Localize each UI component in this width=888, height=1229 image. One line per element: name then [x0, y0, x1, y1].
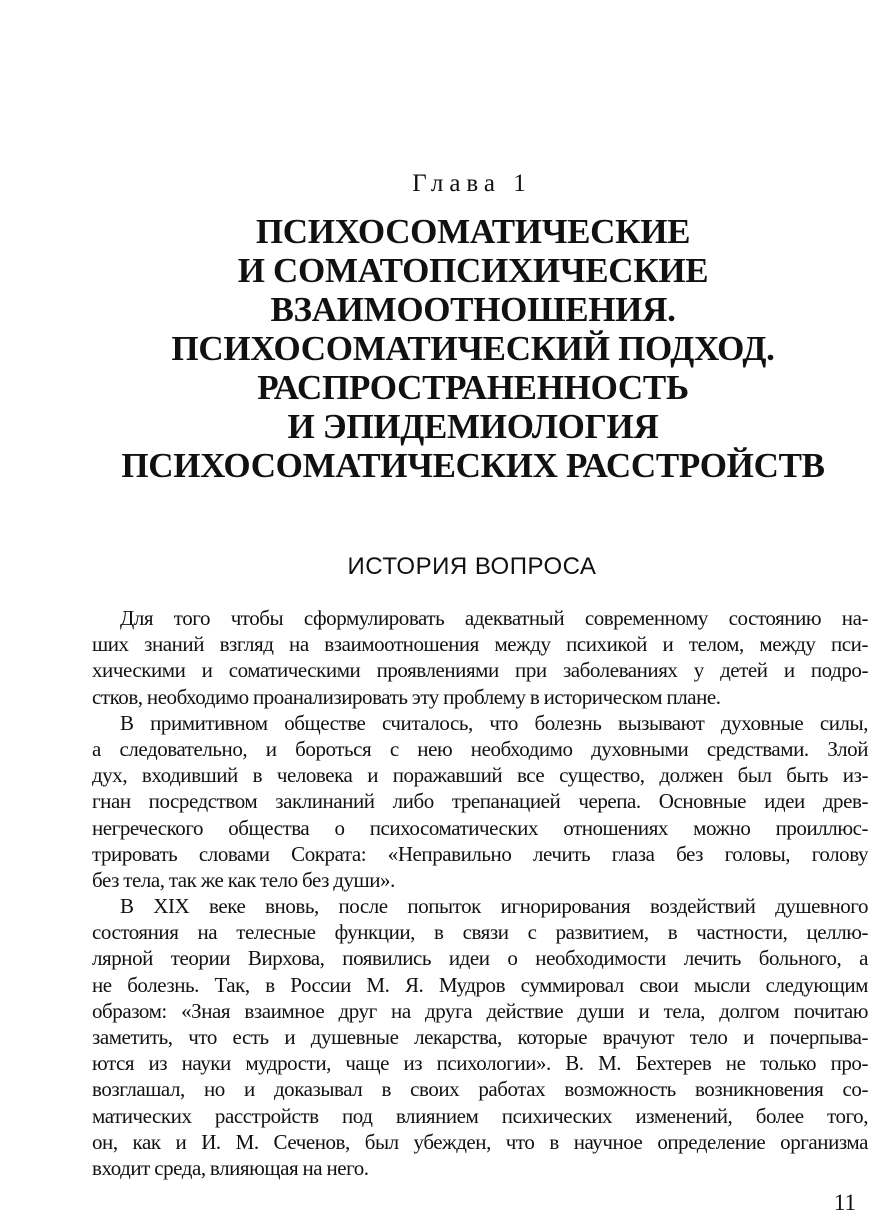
- text-line: хическими и соматическими проявлениями при заболеваниях у детей и подро-: [92, 658, 868, 683]
- text-line: лярной теории Вирхова, появились идеи о необходимости лечить больного, а: [92, 946, 868, 971]
- text-line: трировать словами Сократа: «Неправильно лечить глаза без головы, голову: [92, 841, 868, 866]
- text-line: входит среда, влияющая на него.: [92, 1155, 369, 1180]
- text-line: негреческого общества о психосоматических отношениях можно проиллюс-: [92, 815, 868, 840]
- text-line: образом: «Зная взаимное друг на друга действие души и тела, долгом почитаю: [92, 998, 868, 1023]
- chapter-title-line: И СОМАТОПСИХИЧЕСКИЕ: [237, 251, 709, 290]
- text-line: гнан посредством заклинаний либо трепанацией черепа. Основные идеи древ-: [92, 789, 868, 814]
- text-line: ших знаний взгляд на взаимоотношения между психикой и телом, между пси-: [92, 632, 868, 657]
- page-number: 11: [833, 1190, 856, 1215]
- text-line: стков, необходимо проанализировать эту проблему в историческом плане.: [92, 684, 721, 709]
- chapter-title-line: ВЗАИМООТНОШЕНИЯ.: [270, 290, 676, 329]
- chapter-title-line: ПСИХОСОМАТИЧЕСКИХ РАССТРОЙСТВ: [121, 446, 825, 485]
- text-line: возглашал, но и доказывал в своих работах возможность возникновения со-: [92, 1077, 868, 1102]
- text-line: заметить, что есть и душевные лекарства, которые врачуют тело и почерпыва-: [92, 1025, 868, 1049]
- paragraph-3: [92, 893, 868, 1181]
- paragraph-2: [92, 710, 868, 893]
- chapter-title-line: ПСИХОСОМАТИЧЕСКИЙ ПОДХОД.: [171, 329, 775, 368]
- chapter-title-line: ПСИХОСОМАТИЧЕСКИЕ: [255, 212, 691, 251]
- text-line: ются из науки мудрости, чаще из психологии». В. М. Бехтерев не только про-: [92, 1051, 868, 1076]
- chapter-title-line: РАСПРОСТРАНЕННОСТЬ: [257, 368, 689, 407]
- section-title: ИСТОРИЯ ВОПРОСА: [347, 553, 597, 580]
- text-line: состояния на телесные функции, в связи с развитием, в частности, целлю-: [92, 920, 868, 945]
- chapter-title: [108, 212, 838, 485]
- text-line: В XIX веке вновь, после попыток игнорирования воздействий душевного: [120, 894, 868, 919]
- text-line: матических расстройств под влиянием психических изменений, более того,: [92, 1103, 868, 1128]
- body-text: [92, 605, 868, 1181]
- text-line: он, как и И. М. Сеченов, был убежден, что в научное определение организма: [92, 1129, 868, 1154]
- text-line: не болезнь. Так, в России М. Я. Мудров суммировал свои мысли следующим: [92, 972, 868, 997]
- text-line: без тела, так же как тело без души».: [92, 867, 395, 892]
- text-line: а следовательно, и бороться с нею необходимо духовными средствами. Злой: [92, 736, 868, 761]
- chapter-label: Глава 1: [412, 170, 532, 197]
- chapter-title-line: И ЭПИДЕМИОЛОГИЯ: [287, 407, 659, 446]
- paragraph-1: [92, 605, 868, 710]
- text-line: Для того чтобы сформулировать адекватный современному состоянию на-: [120, 606, 868, 630]
- text-line: дух, входивший в человека и поражавший все существо, должен был быть из-: [92, 763, 868, 788]
- text-line: В примитивном обществе считалось, что болезнь вызывают духовные силы,: [120, 710, 868, 735]
